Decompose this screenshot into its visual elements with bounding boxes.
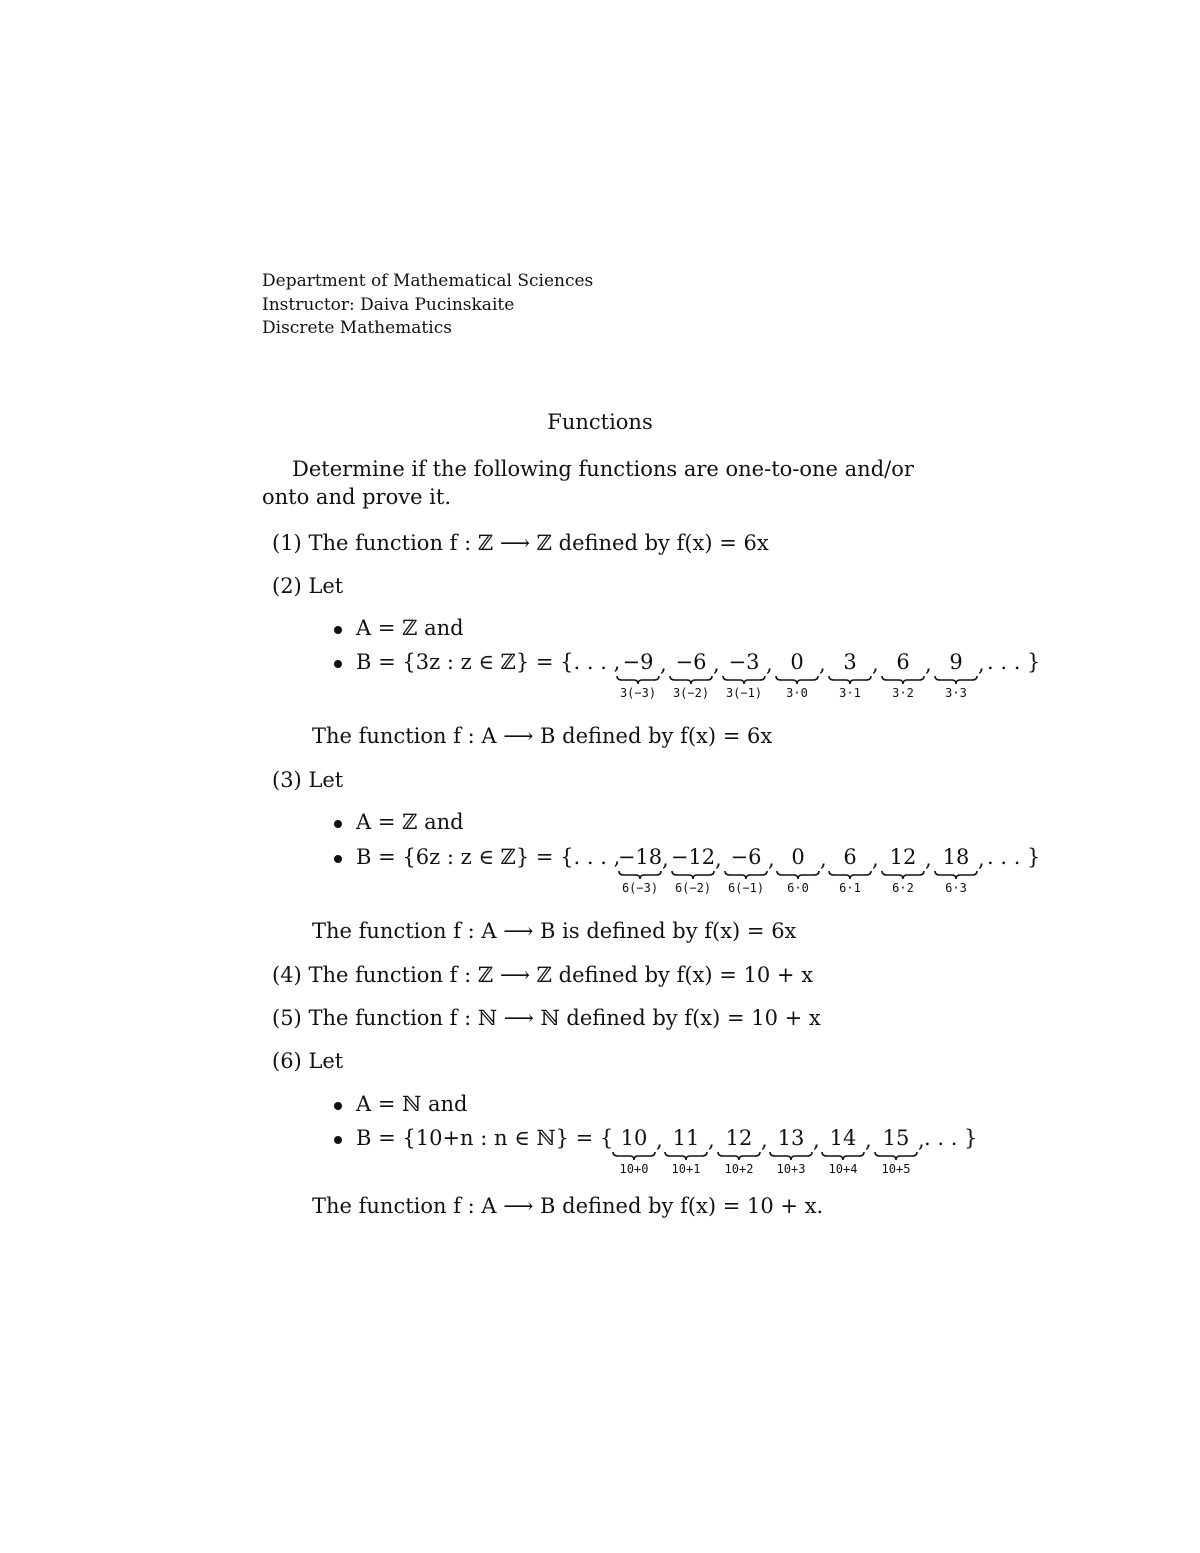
set-element-expression: 6(−3) <box>621 881 659 895</box>
underbrace-icon <box>881 870 925 880</box>
set-separator: , <box>708 1128 715 1152</box>
bullet-dot <box>334 626 342 634</box>
set-element <box>604 1126 664 1176</box>
set-element <box>926 845 986 895</box>
set-element-value: 14 <box>829 1126 857 1150</box>
set-element-value: 12 <box>725 1126 753 1150</box>
item-3-set-prefix: B = {6z : z ∈ ℤ} = {. . . , <box>356 845 621 869</box>
underbrace-icon <box>724 870 768 880</box>
underbrace-icon <box>934 870 978 880</box>
set-element <box>768 845 828 895</box>
item-3 <box>272 768 343 792</box>
item-6-bullet-b <box>334 1126 613 1150</box>
set-suffix: . . . } <box>987 845 1041 869</box>
item-1 <box>272 531 769 555</box>
item-2-bullet-a <box>334 616 464 640</box>
set-separator: , <box>662 847 669 871</box>
set-element-value: −9 <box>622 650 654 674</box>
bullet-dot <box>334 660 342 668</box>
set-separator: , <box>872 847 879 871</box>
set-element-expression: 3·3 <box>945 686 967 700</box>
item-2-bullet-a-text: A = ℤ and <box>356 616 464 640</box>
underbrace-icon <box>717 1151 761 1161</box>
set-element-value: −3 <box>728 650 760 674</box>
underbrace-icon <box>828 870 872 880</box>
set-element-value: 0 <box>790 650 804 674</box>
set-element-expression: 6(−2) <box>674 881 712 895</box>
item-2-function: The function f : A ⟶ B defined by f(x) = 6x <box>312 724 773 748</box>
set-element <box>873 650 933 700</box>
set-element-value: 18 <box>942 845 970 869</box>
underbrace-icon <box>722 675 766 685</box>
item-6-set-prefix: B = {10+n : n ∈ ℕ} = { <box>356 1126 614 1150</box>
underbrace-icon <box>828 675 872 685</box>
set-element <box>714 650 774 700</box>
set-element-expression: 3·0 <box>786 686 808 700</box>
underbrace-icon <box>664 1151 708 1161</box>
bullet-dot <box>334 820 342 828</box>
set-separator: , <box>872 652 879 676</box>
set-element-expression: 3(−1) <box>725 686 763 700</box>
item-4 <box>272 963 813 987</box>
item-3-bullet-a <box>334 810 464 834</box>
item-6 <box>272 1049 343 1073</box>
instructor-line: Instructor: Daiva Pucinskaite <box>262 294 515 315</box>
underbrace-icon <box>618 870 662 880</box>
set-element-value: −18 <box>617 845 663 869</box>
set-element-expression: 3·1 <box>839 686 861 700</box>
item-1-text: The function f : ℤ ⟶ ℤ defined by f(x) = 6x <box>308 531 769 555</box>
item-4-text: The function f : ℤ ⟶ ℤ defined by f(x) = 10 + x <box>308 963 814 987</box>
item-4-number: (4) <box>272 963 302 987</box>
item-6-text: Let <box>308 1049 344 1073</box>
set-element-value: 10 <box>620 1126 648 1150</box>
set-suffix: . . . } <box>924 1126 978 1150</box>
set-element-value: 9 <box>949 650 963 674</box>
item-2-text: Let <box>308 574 344 598</box>
set-element-value: 3 <box>843 650 857 674</box>
item-3-function: The function f : A ⟶ B is defined by f(x) = 6x <box>312 919 797 943</box>
set-separator: , <box>925 847 932 871</box>
set-element-expression: 6·0 <box>787 881 809 895</box>
set-separator: , <box>819 652 826 676</box>
set-element <box>767 650 827 700</box>
item-5-text: The function f : ℕ ⟶ ℕ defined by f(x) = 10 + x <box>308 1006 821 1030</box>
underbrace-icon <box>616 675 660 685</box>
set-element-expression: 10+3 <box>776 1162 806 1176</box>
set-separator: , <box>978 652 985 676</box>
set-separator: , <box>713 652 720 676</box>
set-element-expression: 3·2 <box>892 686 914 700</box>
set-separator: , <box>813 1128 820 1152</box>
item-5-number: (5) <box>272 1006 302 1030</box>
page-title: Functions <box>547 410 653 434</box>
set-element <box>610 845 670 895</box>
set-element-expression: 3(−2) <box>672 686 710 700</box>
set-element <box>926 650 986 700</box>
set-element-value: 12 <box>889 845 917 869</box>
set-element-value: 0 <box>791 845 805 869</box>
set-element-value: 6 <box>896 650 910 674</box>
item-2 <box>272 574 343 598</box>
item-6-number: (6) <box>272 1049 302 1073</box>
set-element-value: −6 <box>675 650 707 674</box>
item-5 <box>272 1006 821 1030</box>
set-separator: , <box>766 652 773 676</box>
item-1-number: (1) <box>272 531 302 555</box>
set-element-expression: 10+1 <box>671 1162 701 1176</box>
set-element-value: 13 <box>777 1126 805 1150</box>
underbrace-icon <box>775 675 819 685</box>
item-2-number: (2) <box>272 574 302 598</box>
item-3-text: Let <box>308 768 344 792</box>
set-element <box>716 845 776 895</box>
underbrace-icon <box>934 675 978 685</box>
item-3-bullet-a-text: A = ℤ and <box>356 810 464 834</box>
set-element-value: −12 <box>670 845 716 869</box>
underbrace-icon <box>874 1151 918 1161</box>
set-element-expression: 6(−1) <box>727 881 765 895</box>
item-6-bullet-a <box>334 1092 467 1116</box>
item-3-number: (3) <box>272 768 302 792</box>
underbrace-icon <box>612 1151 656 1161</box>
set-separator: , <box>865 1128 872 1152</box>
item-2-set-prefix: B = {3z : z ∈ ℤ} = {. . . , <box>356 650 621 674</box>
set-element <box>663 845 723 895</box>
set-separator: , <box>925 652 932 676</box>
underbrace-icon <box>671 870 715 880</box>
set-element-expression: 6·2 <box>892 881 914 895</box>
set-element <box>761 1126 821 1176</box>
set-separator: , <box>660 652 667 676</box>
set-element-value: −6 <box>730 845 762 869</box>
set-element-expression: 10+0 <box>619 1162 649 1176</box>
set-separator: , <box>656 1128 663 1152</box>
document-header <box>262 270 593 341</box>
set-separator: , <box>768 847 775 871</box>
set-element <box>820 650 880 700</box>
underbrace-icon <box>776 870 820 880</box>
set-element <box>709 1126 769 1176</box>
set-element <box>866 1126 926 1176</box>
underbrace-icon <box>669 675 713 685</box>
underbrace-icon <box>769 1151 813 1161</box>
set-element-expression: 10+4 <box>828 1162 858 1176</box>
set-element <box>820 845 880 895</box>
course-line: Discrete Mathematics <box>262 318 452 338</box>
bullet-dot <box>334 1136 342 1144</box>
set-element-expression: 6·3 <box>945 881 967 895</box>
bullet-dot <box>334 855 342 863</box>
item-2-bullet-b <box>334 650 620 674</box>
set-element <box>873 845 933 895</box>
set-element-value: 15 <box>882 1126 910 1150</box>
set-element-value: 6 <box>843 845 857 869</box>
set-separator: , <box>761 1128 768 1152</box>
intro-paragraph <box>262 455 952 511</box>
set-separator: , <box>820 847 827 871</box>
set-element <box>813 1126 873 1176</box>
set-element-expression: 6·1 <box>839 881 861 895</box>
intro-text: Determine if the following functions are one-to-one and/or onto and prove it. <box>262 457 914 509</box>
set-suffix: . . . } <box>987 650 1041 674</box>
set-element-value: 11 <box>672 1126 700 1150</box>
set-element-expression: 10+5 <box>881 1162 911 1176</box>
set-element-expression: 3(−3) <box>619 686 657 700</box>
set-element <box>608 650 668 700</box>
underbrace-icon <box>821 1151 865 1161</box>
underbrace-icon <box>881 675 925 685</box>
set-element <box>661 650 721 700</box>
set-element <box>656 1126 716 1176</box>
set-separator: , <box>715 847 722 871</box>
item-6-function: The function f : A ⟶ B defined by f(x) = 10 + x. <box>312 1194 824 1218</box>
set-separator: , <box>978 847 985 871</box>
bullet-dot <box>334 1102 342 1110</box>
set-separator: , <box>918 1128 925 1152</box>
item-6-bullet-a-text: A = ℕ and <box>356 1092 468 1116</box>
set-element-expression: 10+2 <box>724 1162 754 1176</box>
item-3-bullet-b <box>334 845 620 869</box>
department-line: Department of Mathematical Sciences <box>262 271 594 291</box>
